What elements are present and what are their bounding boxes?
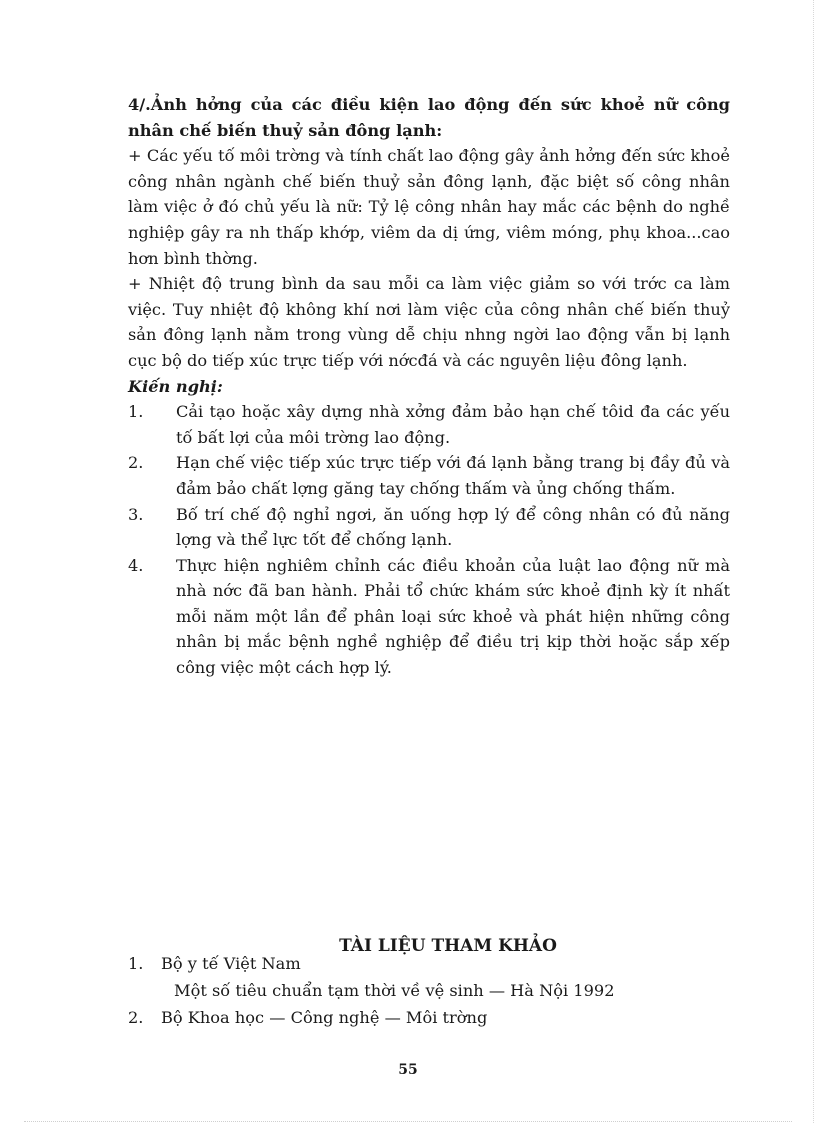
recommendation-number: 2. [128,453,144,473]
section-heading: 4/.Ảnh hởng của các điều kiện lao động đến sức khoẻ nữ công nhân chế biến thuỷ sản đông lạnh: [128,95,730,140]
reference-number: 2. [128,1008,144,1027]
recommendation-item [128,502,730,553]
paragraph-environment-factors: + Các yếu tố môi trờng và tính chất lao động gây ảnh hởng đến sức khoẻ công nhân ngành chế biến thuỷ sản đông lạnh, đặc biệt số công nhân làm việc ở đó chủ yếu là nữ: Tỷ lệ công nhân hay mắc các bệnh do nghề nghiệp gây ra nh thấp khớp, viêm da dị ứng, viêm móng, phụ khoa...cao hơn bình thờng. [128,146,730,268]
recommendation-text: Bố trí chế độ nghỉ ngơi, ăn uống hợp lý để công nhân có đủ năng lợng và thể lực tốt để chống lạnh. [176,504,730,550]
recommendation-number: 4. [128,555,144,575]
recommendation-text: Hạn chế việc tiếp xúc trực tiếp với đá lạnh bằng trang bị đầy đủ và đảm bảo chất lợng găng tay chống thấm và ủng chống thấm. [176,453,730,498]
recommendation-text: Cải tạo hoặc xây dựng nhà xởng đảm bảo hạn chế tôid đa các yếu tố bất lợi của môi trờng lao động. [176,402,730,447]
reference-author: Bộ y tế Việt Nam [161,954,301,973]
recommendation-item [128,450,730,501]
reference-item [128,1004,688,1031]
reference-item [128,950,688,977]
references-list [128,950,688,1031]
references-title: TÀI LIỆU THAM KHẢO [339,936,557,956]
recommendation-item [128,399,730,450]
main-content [128,92,730,681]
page-right-divider [813,0,814,1123]
reference-author: Bộ Khoa học — Công nghệ — Môi trờng [161,1008,488,1027]
recommendation-number: 1. [128,402,144,422]
recommendations-title: Kiến nghị: [128,376,223,396]
recommendation-text: Thực hiện nghiêm chỉnh các điều khoản của luật lao động nữ mà nhà nớc đã ban hành. Phải tổ chức khám sức khoẻ định kỳ ít nhất mỗi năm một lần để phân loại sức khoẻ và phát hiện những công nhân bị mắc bệnh nghề nghiệp để điều trị kịp thời hoặc sắp xếp công việc một cách hợp lý. [176,555,730,678]
page-number: 55 [398,1062,418,1078]
recommendation-number: 3. [128,504,144,524]
reference-number: 1. [128,954,144,973]
paragraph-temperature: + Nhiệt độ trung bình da sau mỗi ca làm việc giảm so với trớc ca làm việc. Tuy nhiệt độ không khí nơi làm việc của công nhân chế biến thuỷ sản đông lạnh nằm trong vùng dễ chịu nhng ngời lao động vẫn bị lạnh cục bộ do tiếp xúc trực tiếp với nớcđá và các nguyên liệu đông lạnh. [128,274,730,370]
reference-detail: Một số tiêu chuẩn tạm thời về vệ sinh — Hà Nội 1992 [174,981,615,1000]
page-bottom-divider [24,1121,792,1122]
recommendation-item [128,553,730,681]
